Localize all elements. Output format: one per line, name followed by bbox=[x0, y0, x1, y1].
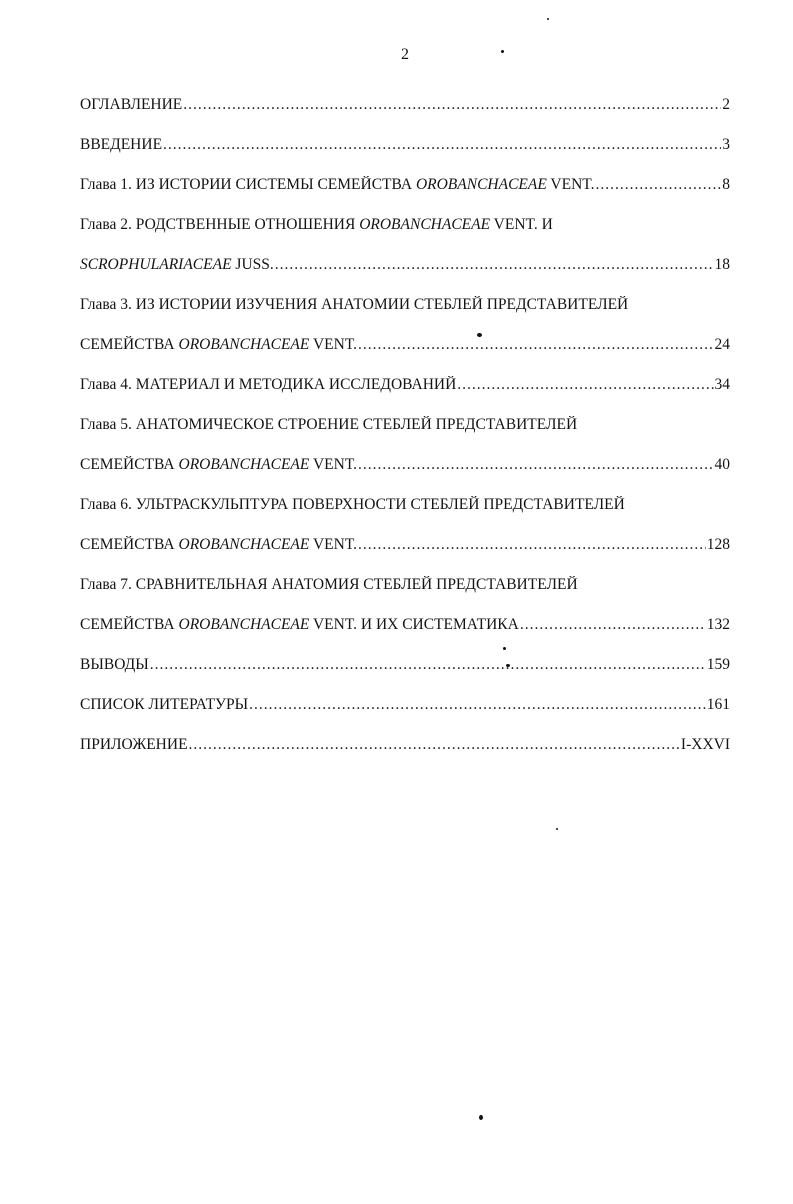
toc-entry-chapter-2-line-1 bbox=[80, 216, 730, 256]
toc-entry-label bbox=[80, 216, 553, 234]
toc-entry-taxon: OROBANCHACEAE bbox=[178, 336, 310, 353]
toc-entry-conclusions bbox=[80, 656, 730, 696]
toc-entry-chapter-7-line-2 bbox=[80, 616, 730, 656]
toc-entry-text: СЕМЕЙСТВА bbox=[80, 456, 179, 473]
toc-entry-label: ВЫВОДЫ bbox=[80, 656, 149, 673]
toc-entry-text-suffix: VENT. bbox=[309, 456, 358, 473]
toc-entry-page: 34 bbox=[714, 376, 730, 393]
toc-entry-chapter-6-line-1 bbox=[80, 496, 730, 536]
toc-entry-taxon: OROBANCHACEAE bbox=[178, 536, 310, 553]
toc-entry-label bbox=[80, 336, 357, 354]
toc-entry-chapter-3-line-1 bbox=[80, 296, 730, 336]
toc-entry-taxon: SCROPHULARIACEAE bbox=[80, 256, 232, 273]
toc-entry-chapter-6-line-2 bbox=[80, 536, 730, 576]
scan-speck bbox=[477, 333, 482, 337]
toc-entry-chapter-2-line-2 bbox=[80, 256, 730, 296]
toc-leader-dots bbox=[457, 376, 713, 394]
toc-leader-dots bbox=[249, 696, 706, 714]
toc-entry-page: 18 bbox=[714, 256, 730, 273]
toc-entry-page: I-XXVI bbox=[680, 736, 730, 753]
toc-entry-page: 132 bbox=[706, 616, 730, 633]
toc-entry-page: 128 bbox=[706, 536, 730, 553]
toc-entry-page: 3 bbox=[722, 136, 730, 153]
toc-leader-dots bbox=[275, 256, 714, 274]
toc-entry-text-suffix: VENT. И ИХ СИСТЕМАТИКА bbox=[309, 616, 519, 633]
toc-entry-label: ОГЛАВЛЕНИЕ bbox=[80, 96, 183, 113]
toc-entry-label: Глава 6. УЛЬТРАСКУЛЬПТУРА ПОВЕРХНОСТИ СТЕБЛЕЙ ПРЕДСТАВИТЕЛЕЙ bbox=[80, 496, 625, 513]
toc-entry-text-suffix: VENT. И bbox=[490, 216, 553, 233]
toc-entry-page: 2 bbox=[722, 96, 730, 113]
toc-entry-page: 24 bbox=[714, 336, 730, 353]
toc-entry-chapter-4 bbox=[80, 376, 730, 416]
toc-leader-dots bbox=[183, 96, 721, 114]
toc-entry-label: ПРИЛОЖЕНИЕ bbox=[80, 736, 188, 753]
toc-entry-label: ВВЕДЕНИЕ bbox=[80, 136, 163, 153]
toc-entry-text: Глава 2. РОДСТВЕННЫЕ ОТНОШЕНИЯ bbox=[80, 216, 360, 233]
toc-entry-label bbox=[80, 456, 357, 474]
toc-entry-text: СЕМЕЙСТВА bbox=[80, 336, 179, 353]
toc-entry-contents bbox=[80, 96, 730, 136]
scan-speck bbox=[556, 828, 558, 830]
toc-entry-label bbox=[80, 616, 519, 634]
toc-entry-taxon: OROBANCHACEAE bbox=[178, 616, 310, 633]
table-of-contents bbox=[80, 96, 730, 776]
toc-entry-chapter-5-line-2 bbox=[80, 456, 730, 496]
toc-entry-references bbox=[80, 696, 730, 736]
toc-entry-chapter-5-line-1 bbox=[80, 416, 730, 456]
toc-entry-taxon: OROBANCHACEAE bbox=[415, 176, 547, 193]
scan-speck bbox=[503, 647, 506, 650]
toc-entry-text: Глава 1. ИЗ ИСТОРИИ СИСТЕМЫ СЕМЕЙСТВА bbox=[80, 176, 416, 193]
toc-leader-dots bbox=[150, 656, 706, 674]
toc-entry-label bbox=[80, 176, 594, 194]
toc-entry-taxon: OROBANCHACEAE bbox=[178, 456, 310, 473]
page-number: 2 bbox=[401, 46, 409, 63]
toc-entry-label bbox=[80, 536, 357, 554]
toc-entry-label: Глава 7. СРАВНИТЕЛЬНАЯ АНАТОМИЯ СТЕБЛЕЙ ПРЕДСТАВИТЕЛЕЙ bbox=[80, 576, 578, 593]
toc-entry-page: 40 bbox=[714, 456, 730, 473]
toc-entry-text: СЕМЕЙСТВА bbox=[80, 536, 179, 553]
toc-leader-dots bbox=[358, 536, 706, 554]
toc-leader-dots bbox=[520, 616, 706, 634]
toc-entry-text-suffix: VENT. bbox=[309, 336, 358, 353]
toc-entry-text: СЕМЕЙСТВА bbox=[80, 616, 179, 633]
toc-leader-dots bbox=[189, 736, 680, 754]
toc-entry-appendix bbox=[80, 736, 730, 776]
toc-leader-dots bbox=[163, 136, 721, 154]
toc-leader-dots bbox=[595, 176, 721, 194]
scan-speck bbox=[479, 1115, 483, 1120]
toc-leader-dots bbox=[358, 456, 713, 474]
toc-entry-page: 159 bbox=[706, 656, 730, 673]
toc-leader-dots bbox=[358, 336, 713, 354]
toc-entry-taxon: OROBANCHACEAE bbox=[359, 216, 491, 233]
toc-entry-text-suffix: JUSS. bbox=[231, 256, 274, 273]
toc-entry-text-suffix: VENT. bbox=[309, 536, 358, 553]
toc-entry-page: 8 bbox=[722, 176, 730, 193]
toc-entry-text-suffix: VENT. bbox=[546, 176, 595, 193]
toc-entry-label: Глава 4. МАТЕРИАЛ И МЕТОДИКА ИССЛЕДОВАНИЙ bbox=[80, 376, 457, 393]
toc-entry-label bbox=[80, 256, 274, 274]
toc-entry-chapter-7-line-1 bbox=[80, 576, 730, 616]
toc-entry-label: Глава 3. ИЗ ИСТОРИИ ИЗУЧЕНИЯ АНАТОМИИ СТЕБЛЕЙ ПРЕДСТАВИТЕЛЕЙ bbox=[80, 296, 629, 313]
toc-entry-chapter-3-line-2 bbox=[80, 336, 730, 376]
scan-speck bbox=[547, 18, 549, 20]
toc-entry-introduction bbox=[80, 136, 730, 176]
scan-speck bbox=[501, 50, 504, 53]
toc-entry-label: Глава 5. АНАТОМИЧЕСКОЕ СТРОЕНИЕ СТЕБЛЕЙ ПРЕДСТАВИТЕЛЕЙ bbox=[80, 416, 578, 433]
toc-entry-page: 161 bbox=[706, 696, 730, 713]
toc-entry-chapter-1 bbox=[80, 176, 730, 216]
scan-speck bbox=[506, 664, 510, 667]
toc-entry-label: СПИСОК ЛИТЕРАТУРЫ bbox=[80, 696, 249, 713]
